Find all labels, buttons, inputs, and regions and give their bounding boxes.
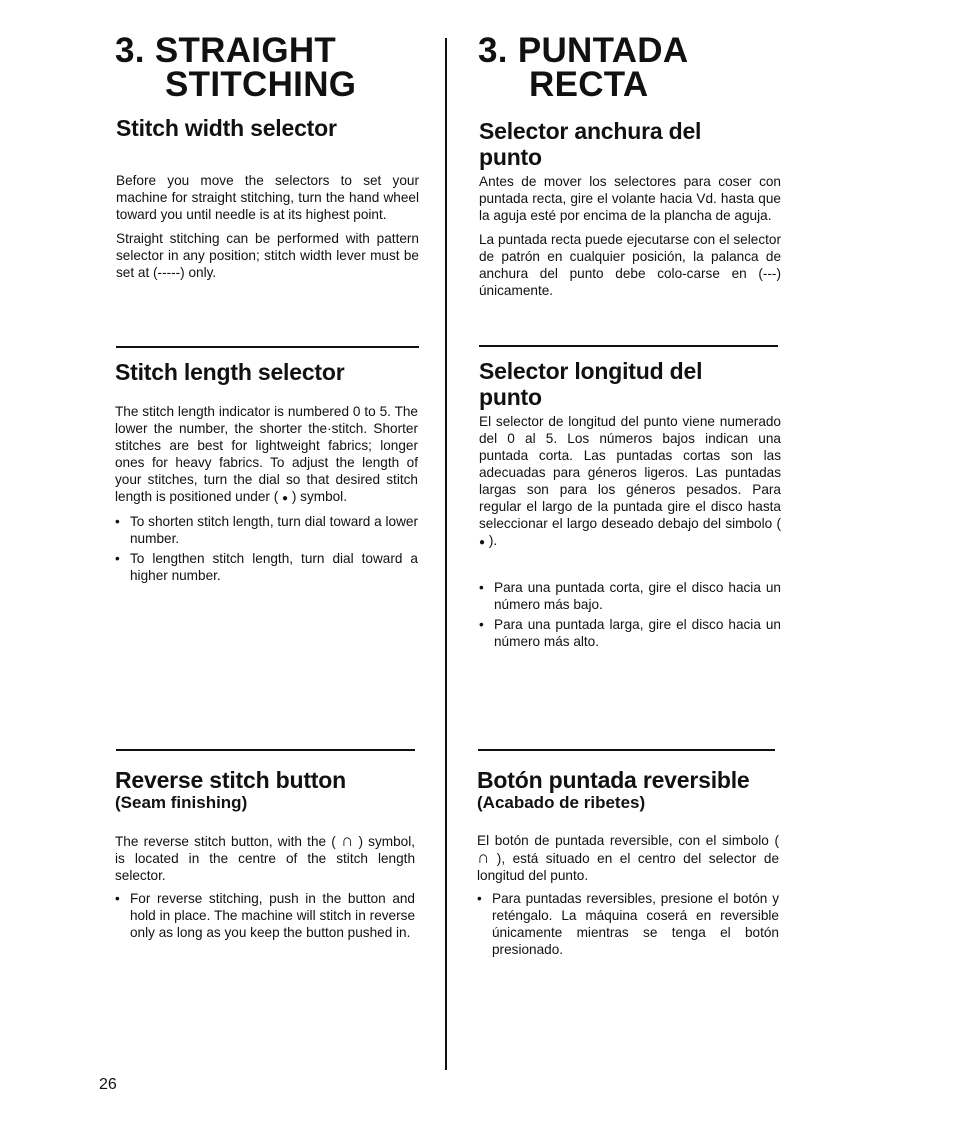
column-divider [445,38,447,1070]
list-item: • To lengthen stitch length, turn dial toward a higher number. [115,550,418,584]
list-item: • To shorten stitch length, turn dial toward a lower number. [115,513,418,547]
paragraph: Before you move the selectors to set your machine for straight stitching, turn the hand wheel toward you until needle is at its highest point. [116,173,419,222]
section-heading: Stitch width selector [116,115,337,141]
page-number: 26 [99,1076,117,1093]
right-width-section [479,118,781,299]
right-title [478,31,798,104]
dot-symbol: ● [282,493,289,504]
dot-symbol: ● [479,537,486,548]
section-rule [116,749,415,751]
paragraph: La puntada recta puede ejecutarse con el selector de patrón en cualquier posición, la palanca de anchura del punto debe colo-carse en (---) únicamente. [479,232,781,298]
title-line-1: 3. STRAIGHT [115,31,337,70]
paragraph: Antes de mover los selectores para coser con puntada recta, gire el volante hacia Vd. hasta que la aguja esté por encima de la plancha de aguja. [479,174,781,223]
paragraph: El botón de puntada reversible, con el simbolo ( ∩ ), está situado en el centro del selector de longitud del punto. [477,833,780,883]
section-subheading: (Acabado de ribetes) [477,793,646,812]
title-line-1: 3. PUNTADA [478,31,689,70]
left-width-section [116,115,419,281]
reverse-stitch-icon: ∩ [477,848,490,867]
list-item: • For reverse stitching, push in the button and hold in place. The machine will stitch in reverse only as long as you keep the button pushed in. [115,890,415,941]
left-length-section [115,359,418,587]
paragraph: The stitch length indicator is numbered 0 to 5. The lower the number, the shorter the·stitch. Shorter stitches are best for lightweight fabrics; longer ones for heavy fabrics. To adjust the length of your stitches, turn the dial so that desired stitch length is positioned under ( ● ) symbol. [115,404,418,504]
right-length-section [479,358,781,653]
bullet-list [479,579,781,650]
paragraph: The reverse stitch button, with the ( ∩ ) symbol, is located in the centre of the stitch length selector. [115,831,416,883]
section-heading-line-1: Selector anchura del [479,118,702,144]
section-heading-line-2: punto [479,144,542,170]
reverse-stitch-icon: ∩ [340,831,354,850]
right-reverse-section [477,767,779,961]
list-item: • Para una puntada corta, gire el disco hacia un número más bajo. [479,579,781,613]
paragraph: El selector de longitud del punto viene numerado del 0 al 5. Los números bajos indican una puntada corta. Las puntadas cortas son las adecuadas para géneros ligeros. Las puntadas largas son para los géneros pesados. Para regular el largo de la puntada gire el disco hasta seleccionar el largo deseado debajo del simbolo ( ● ). [479,414,781,548]
section-heading-line-1: Selector longitud del [479,358,703,384]
title-line-2: RECTA [529,65,649,104]
section-rule [478,749,775,751]
left-reverse-section [115,767,415,944]
bullet-list [115,513,418,584]
list-item: • Para puntadas reversibles, presione el botón y reténgalo. La máquina coserá en reversible únicamente mientras se tenga el botón presionado. [477,890,779,958]
title-line-2: STITCHING [165,65,357,104]
left-title [115,31,435,104]
section-heading: Stitch length selector [115,359,345,385]
list-item: • Para una puntada larga, gire el disco hacia un número más alto. [479,616,781,650]
paragraph: Straight stitching can be performed with pattern selector in any position; stitch width lever must be set at (-----) only. [116,231,419,280]
section-subheading: (Seam finishing) [115,793,248,812]
section-heading-line-2: punto [479,384,542,410]
bullet-list [115,890,415,941]
bullet-list [477,890,779,958]
section-heading: Reverse stitch button [115,767,346,793]
section-rule [116,346,419,348]
section-rule [479,345,778,347]
section-heading: Botón puntada reversible [477,767,750,793]
